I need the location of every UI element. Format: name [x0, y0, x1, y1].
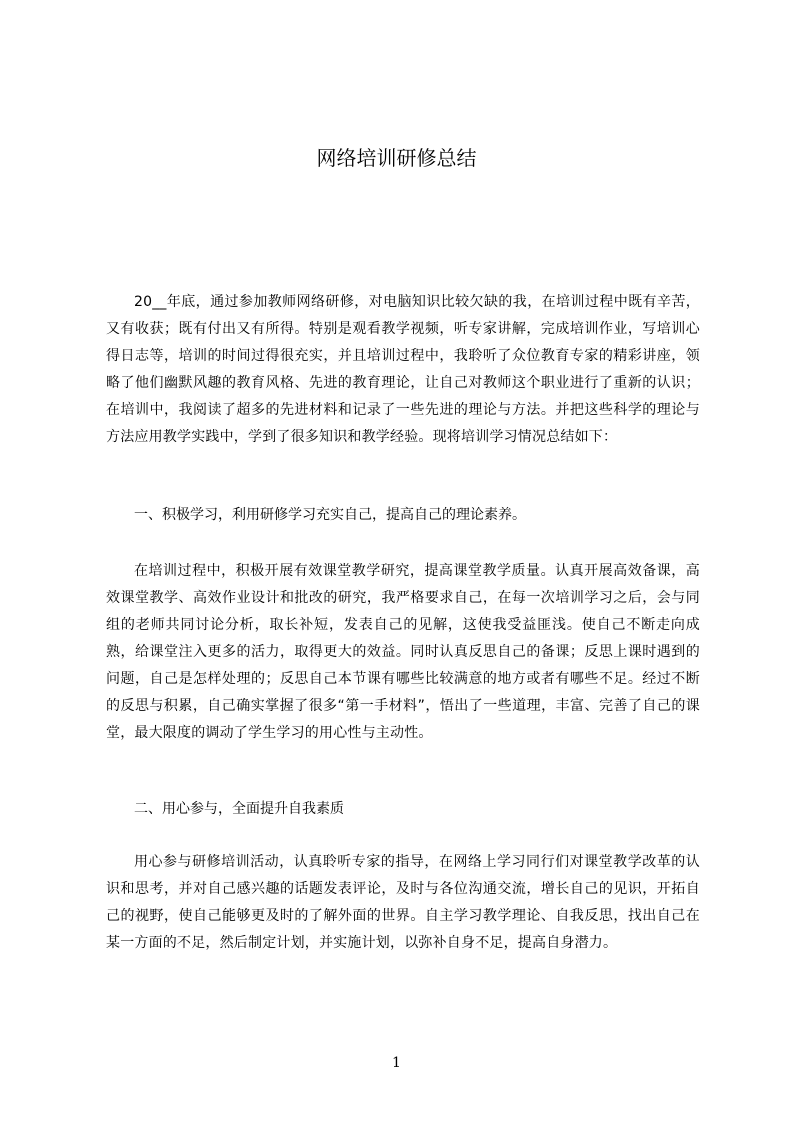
section-heading-2: 二、用心参与，全面提升自我素质 — [134, 801, 344, 817]
page-number: 1 — [392, 1055, 401, 1071]
intro-paragraph: 20__年底，通过参加教师网络研修，对电脑知识比较欠缺的我，在培训过程中既有辛苦，又有收获；既有付出又有所得。特别是观看教学视频，听专家讲解，完成培训作业，写培训心得日志等，培训的时间过得很充实，并且培训过程中，我聆听了众位教育专家的精彩讲座，领略了他们幽默风趣的教育风格、先进的教育理论，让自己对教师这个职业进行了重新的认识；在培训中，我阅读了超多的先进材料和记录了一些先进的理论与方法。并把这些科学的理论与方法应用教学实践中，学到了很多知识和教学经验。现将培训学习情况总结如下： — [106, 294, 700, 445]
document-title: 网络培训研修总结 — [316, 146, 477, 170]
section-1-paragraph: 在培训过程中，积极开展有效课堂教学研究，提高课堂教学质量。认真开展高效备课，高效课堂教学、高效作业设计和批改的研究，我严格要求自己，在每一次培训学习之后，会与同组的老师共同讨论分析，取长补短，发表自己的见解，这使我受益匪浅。使自己不断走向成熟，给课堂注入更多的活力，取得更大的效益。同时认真反思自己的备课；反思上课时遇到的问题，自己是怎样处理的；反思自己本节课有哪些比较满意的地方或者有哪些不足。经过不断的反思与积累，自己确实掌握了很多“第一手材料”，悟出了一些道理，丰富、完善了自己的课堂，最大限度的调动了学生学习的用心性与主动性。 — [106, 563, 700, 741]
section-heading-1: 一、积极学习，利用研修学习充实自己，提高自己的理论素养。 — [134, 507, 526, 523]
section-2-paragraph: 用心参与研修培训活动，认真聆听专家的指导，在网络上学习同行们对课堂教学改革的认识和思考，并对自己感兴趣的话题发表评论，及时与各位沟通交流，增长自己的见识，开拓自己的视野，使自己能够更及时的了解外面的世界。自主学习教学理论、自我反思，找出自己在某一方面的不足，然后制定计划，并实施计划，以弥补自身不足，提高自身潜力。 — [106, 854, 700, 951]
